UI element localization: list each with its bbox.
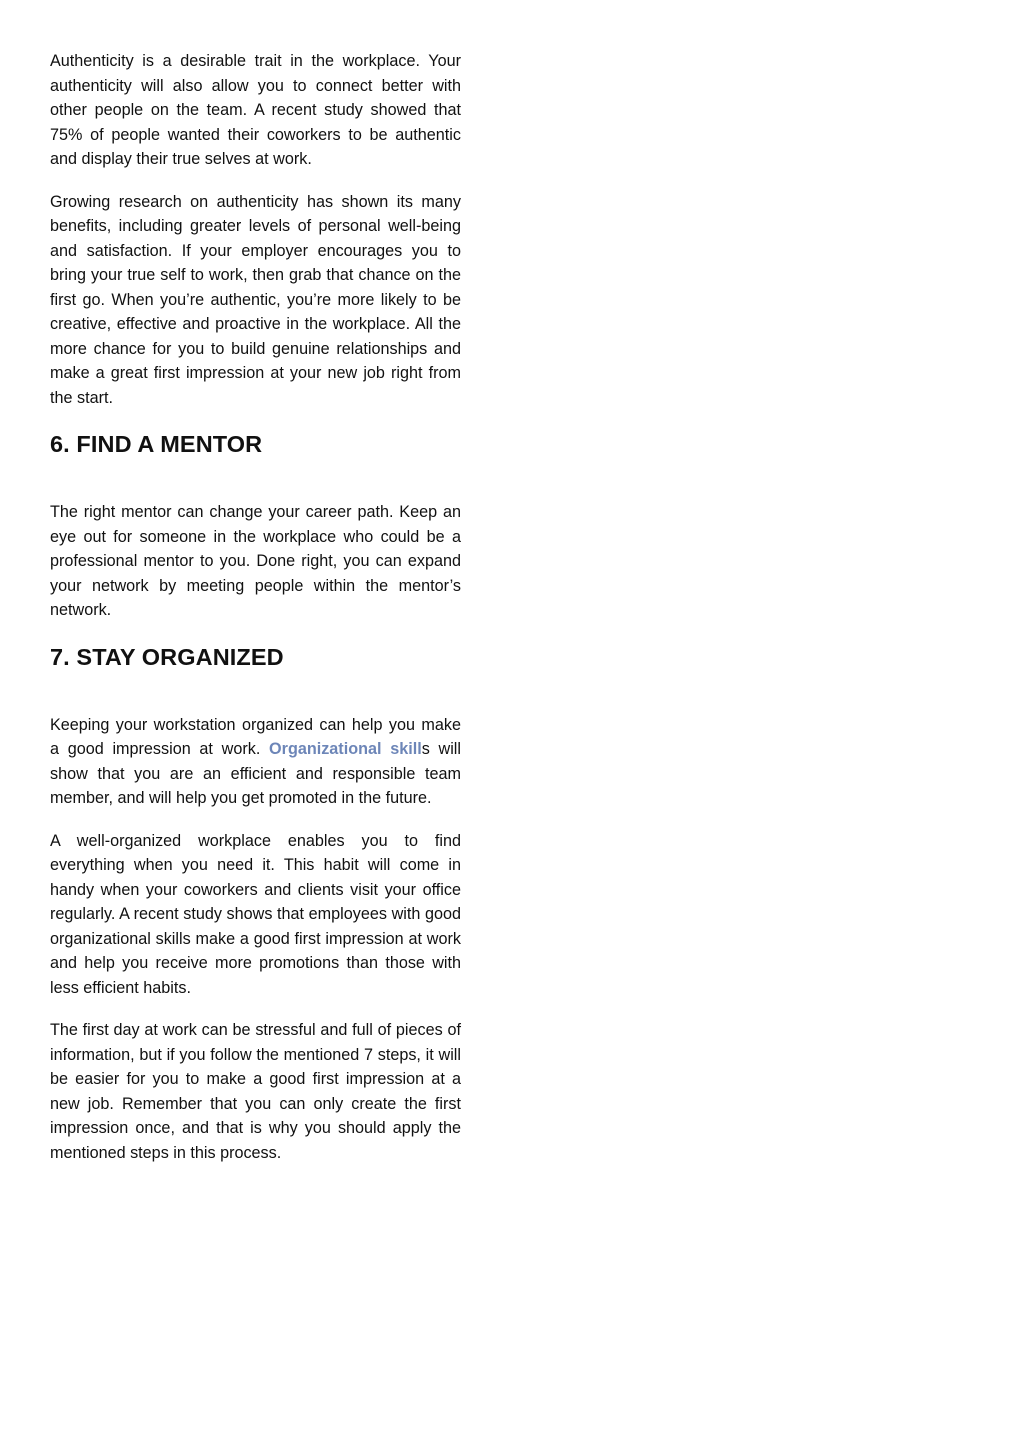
organizational-skills-link[interactable]: Organizational skill [269, 740, 422, 758]
paragraph-workstation-text-after: s will show that you are an efficient and responsible team member, and will help you get promoted in the future. [50, 740, 461, 807]
paragraph-authenticity-research: Growing research on authenticity has shown its many benefits, including greater levels of personal well-being and satisfaction. If your employer encourages you to bring your true self to work, then grab that chance on the first go. When you’re authentic, you’re more likely to be creative, effective and proactive in the workplace. All the more chance for you to build genuine relationships and make a great first impression at your new job right from the start. [50, 192, 461, 407]
paragraph-workstation [50, 713, 461, 811]
paragraph-mentor: The right mentor can change your career path. Keep an eye out for someone in the workplace who could be a professional mentor to you. Done right, you can expand your network by meeting people within the mentor’s network. [50, 503, 461, 619]
section-heading-stay-organized: 7. STAY ORGANIZED [50, 643, 284, 670]
paragraph-well-organized: A well-organized workplace enables you to find everything when you need it. This habit will come in handy when your coworkers and clients visit your office regularly. A recent study shows that employees with good organizational skills make a good first impression at work and help you receive more promotions than those with less efficient habits. [50, 831, 461, 997]
paragraph-authenticity-intro: Authenticity is a desirable trait in the workplace. Your authenticity will also allow you to connect better with other people on the team. A recent study showed that 75% of people wanted their coworkers to be authentic and display their true selves at work. [50, 52, 461, 168]
section-heading-find-a-mentor: 6. FIND A MENTOR [50, 431, 263, 457]
article-body [50, 49, 461, 1183]
paragraph-workstation-text-before: Keeping your workstation organized can help you make a good impression at work. [50, 715, 461, 758]
paragraph-conclusion: The first day at work can be stressful and full of pieces of information, but if you follow the mentioned 7 steps, it will be easier for you to make a good first impression at a new job. Remember that you can only create the first impression once, and that is why you should apply the mentioned steps in this process. [50, 1021, 461, 1162]
